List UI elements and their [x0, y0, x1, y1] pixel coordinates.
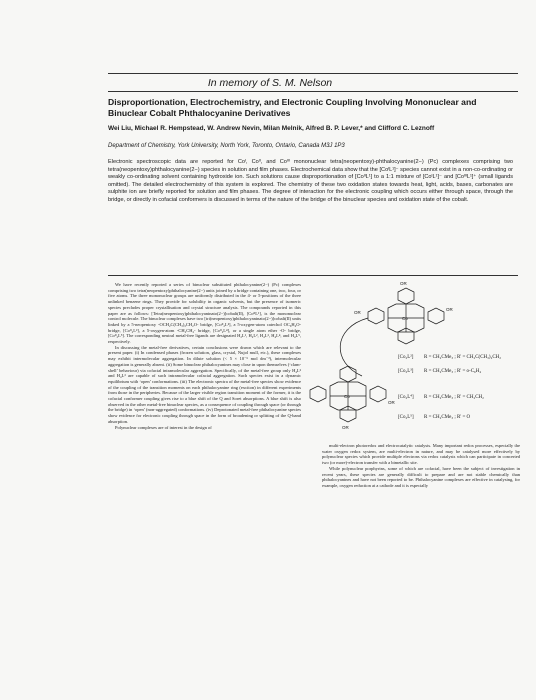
memory-rule: [108, 91, 518, 92]
body-paragraph: While polynuclear porphyrins, some of which are cofacial, have been the subject of investigation in recent years, these species are generally difficult to prepare and are not stable chemically than phthalocyanines and have not been reported to be. Phthalocyanine complexes are effective in catalysing, for example, oxygen reduction at a cathode and it is especially: [322, 465, 520, 488]
caption-ligand: [Co₂L³]: [398, 369, 414, 374]
caption-formula: R = CH₂CMe₃ ; R' = O: [424, 415, 471, 420]
body-paragraph: Polynuclear complexes are of interest in the design of: [115, 424, 212, 430]
caption-formula: R = CH₂CMe₃ ; R' = CH₂C(CH₃)₂CH₂: [424, 355, 502, 360]
caption-formula: R = CH₂CMe₃ ; R' = o-C₆H₄: [424, 369, 482, 374]
structure-figure: [302, 278, 524, 433]
article-title: Disproportionation, Electrochemistry, and Electronic Coupling Involving Mononuclear and Binuclear Cobalt Phthalocyanine Derivatives: [108, 97, 477, 118]
substituent-label: OR: [342, 425, 349, 430]
body-column-left: [108, 282, 301, 430]
substituent-label: OR: [400, 281, 407, 286]
substituent-label: OR: [388, 400, 395, 405]
body-paragraph: multi-electron photoredox and electrocatalytic catalysts. Many important redox processes, especially the water oxygen redox system, are multi-electron in nature, and may be catalysed more effectively by polynuclear species which provide multiple electrons via redox catalysts which can participate in concerted two (or more)-electron transfer with a bimetallic site.: [322, 443, 520, 466]
metal-label: Co: [344, 394, 350, 399]
body-paragraph: We have recently reported a series of binuclear substituted phthalocyanine(2−) (Pc) complexes comprising two tetra(neopentoxy)phthalocyanine(2−) units joined by a bridge containing one, two, four, or five atoms. The three mononuclear groups are uniformly distributed in the 4- or 5-positions of the three unlinked benzene rings. They provide for solubility in organic solvents, but the presence of isomeric species precludes proper crystallisation and crystal structure analysis. The compounds reported in this paper are as follows: [Tetra(neopentoxy)phthalocyaninato(2−)]cobalt(II), [CoᴵᴵL¹], is the mononuclear control molecule. The binuclear complexes have two [tri(neopentoxy)phthalocyaninato(2−)]cobalt(II) units linked by a 5-neopentoxy -OCH₂C(CH₃)₂CH₂O- bridge, [Coᴵᴵ₂L²], a 5-oxygen-atom catechol OC₆H₄O- bridge, [Coᴵᴵ₂L³], a 5-oxygen-atom -CH₂CH₂- bridge, [Coᴵᴵ₂L⁴], or a single atom ether -O- bridge, [Coᴵᴵ₂L⁵]. The corresponding neutral metal-free ligands are designated H₂L¹, H₄L², H₄L³, H₄L⁴, and H₄L⁵, respectively.: [108, 282, 302, 345]
caption-ligand: [Co₂L⁴]: [398, 395, 414, 400]
caption-ligand: [Co₂L⁵]: [398, 415, 414, 420]
substituent-label: OR: [354, 310, 361, 315]
abstract-rule: [108, 275, 518, 276]
abstract: Electronic spectroscopic data are reported for Coᴵ, Coᴵᴵ, and Coᴵᴵᴵ mononuclear tetra(neopentoxy)-phthalocyanine(2−) (Pc) complexes comprising two tetra(neopentoxy)phthalocyanine(2−) species in solution and film phases. Electrochemical data show that the [CoᴵL¹]⁻ species cannot exist in a non-co-ordinating or weakly co-ordinating solvent containing hydroxide ion. Such solutions cause disproportionation of [CoᴵᴵL¹] to a 1:1 mixture of [CoᴵL¹]⁻ and [CoᴵᴵᴵL¹]⁺ (small ligands omitted). The detailed electrochemistry of this system is explored. The chemistry of these two oxidation states towards heat, light, acids, bases, carbonates are sulphite ion are briefly reported for solution and film phases. The degree of interaction for the electronic coupling which occurs either through space, through the bridge, or directly in cofacial conformers is discussed in terms of the nature of the bridge of the binuclear species and oxidation state of the cobalt.: [108, 159, 513, 203]
metal-label: Co: [402, 316, 408, 321]
substituent-label: OR: [446, 307, 453, 312]
top-rule: [108, 73, 518, 74]
body-paragraph: In discussing the metal-free derivatives, certain conclusions were drawn which are relevant to the present paper. (i) In condensed phases (frozen solution, glass, crystal, Nujol mull, etc.), these complexes may exhibit intermolecular aggregation. In dilute solution (< 5 × 10⁻⁶ mol dm⁻³), intermolecular aggregation is generally absent. (ii) Some binuclear phthalocyanines may close in upon themselves (‘clam-shell’ behaviour) via cofacial intramolecular aggregation. Specifically, of the metal-free group only H₄L² and H₄L³ are capable of such intramolecular cofacial aggregation. Such species exist in a dynamic equilibrium with ‘open’ conformations. (iii) The electronic spectra of the metal-free species show evidence of the coupling of the transition moments on each phthalocyanine ring (exciton) in different experiments from those in the peripheries. Because of the larger visible region transition moment of the former, it is the cofacial conformer coupling gives rise to a blue shift of the Q and Soret absorptions. A blue shift is also observed in the other metal-free binuclear species, as a consequence of coupling through space (or through the bridge) in ‘open’ (non-aggregated) conformations. (iv) Deprotonated metal-free phthalocyanine species show evidence for electronic coupling through space in the form of broadening or splitting of the Q-band absorption.: [108, 344, 301, 424]
caption-formula: R = CH₂CMe₃ ; R' = CH₂CH₂: [424, 395, 484, 400]
body-column-right: [322, 443, 520, 489]
affiliation: Department of Chemistry, York University, North York, Toronto, Ontario, Canada M3J 1P3: [108, 143, 345, 149]
bridge-bond: [340, 318, 368, 376]
memory-line: In memory of S. M. Nelson: [207, 77, 333, 89]
author-list: Wei Liu, Michael R. Hempstead, W. Andrew Nevin, Milan Melnik, Alfred B. P. Lever,* and Clifford C. Leznoff: [108, 125, 435, 132]
caption-ligand: [Co₂L²]: [398, 355, 414, 360]
